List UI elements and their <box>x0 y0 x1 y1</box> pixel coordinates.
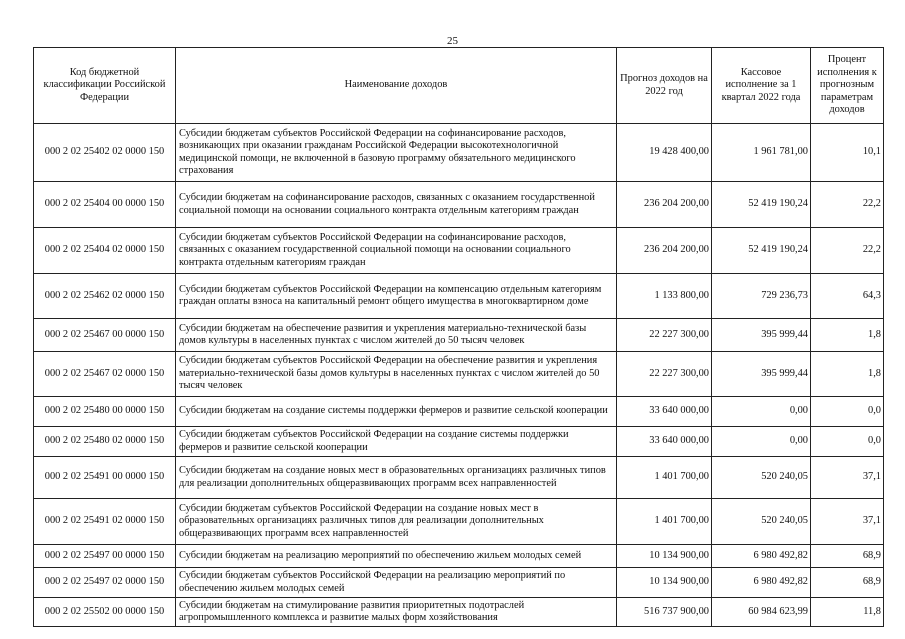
page-number: 25 <box>447 35 458 47</box>
cell-executed: 729 236,73 <box>712 274 811 319</box>
cell-forecast: 33 640 000,00 <box>617 397 712 427</box>
cell-executed: 60 984 623,99 <box>712 598 811 627</box>
table-body <box>34 124 884 627</box>
cell-executed: 52 419 190,24 <box>712 228 811 274</box>
cell-executed: 6 980 492,82 <box>712 545 811 568</box>
cell-forecast: 236 204 200,00 <box>617 182 712 228</box>
cell-percent: 64,3 <box>811 274 884 319</box>
revenue-table <box>33 47 884 627</box>
cell-executed: 0,00 <box>712 427 811 457</box>
cell-forecast: 10 134 900,00 <box>617 545 712 568</box>
cell-code: 000 2 02 25467 00 0000 150 <box>34 319 176 352</box>
cell-percent: 11,8 <box>811 598 884 627</box>
cell-percent: 1,8 <box>811 352 884 397</box>
table-row <box>34 457 884 499</box>
cell-name: Субсидии бюджетам субъектов Российской Федерации на компенсацию отдельным категориям граждан оплаты взноса на капитальный ремонт общего имущества в многоквартирном доме <box>176 274 617 319</box>
cell-forecast: 22 227 300,00 <box>617 319 712 352</box>
cell-percent: 10,1 <box>811 124 884 182</box>
header-name: Наименование доходов <box>176 48 617 124</box>
cell-code: 000 2 02 25480 02 0000 150 <box>34 427 176 457</box>
cell-executed: 395 999,44 <box>712 319 811 352</box>
cell-name: Субсидии бюджетам субъектов Российской Федерации на обеспечение развития и укрепления материально-технической базы домов культуры в населенных пунктах с числом жителей до 50 тысяч человек <box>176 352 617 397</box>
cell-code: 000 2 02 25404 02 0000 150 <box>34 228 176 274</box>
cell-percent: 22,2 <box>811 228 884 274</box>
header-executed: Кассовое исполнение за 1 квартал 2022 года <box>712 48 811 124</box>
cell-name: Субсидии бюджетам субъектов Российской Федерации на создание системы поддержки фермеров и развитие сельской кооперации <box>176 427 617 457</box>
cell-forecast: 1 133 800,00 <box>617 274 712 319</box>
cell-name: Субсидии бюджетам на софинансирование расходов, связанных с оказанием государственной социальной помощи на основании социального контракта отдельным категориям граждан <box>176 182 617 228</box>
table-row <box>34 598 884 627</box>
cell-name: Субсидии бюджетам на создание новых мест в образовательных организациях различных типов для реализации дополнительных общеразвивающих программ всех направленностей <box>176 457 617 499</box>
cell-name: Субсидии бюджетам на реализацию мероприятий по обеспечению жильем молодых семей <box>176 545 617 568</box>
cell-percent: 37,1 <box>811 457 884 499</box>
cell-forecast: 1 401 700,00 <box>617 499 712 545</box>
cell-forecast: 33 640 000,00 <box>617 427 712 457</box>
cell-name: Субсидии бюджетам на стимулирование развития приоритетных подотраслей агропромышленного комплекса и развитие малых форм хозяйствования <box>176 598 617 627</box>
cell-executed: 6 980 492,82 <box>712 568 811 598</box>
cell-executed: 395 999,44 <box>712 352 811 397</box>
cell-code: 000 2 02 25467 02 0000 150 <box>34 352 176 397</box>
table-row <box>34 352 884 397</box>
cell-code: 000 2 02 25480 00 0000 150 <box>34 397 176 427</box>
cell-code: 000 2 02 25462 02 0000 150 <box>34 274 176 319</box>
cell-executed: 520 240,05 <box>712 499 811 545</box>
cell-name: Субсидии бюджетам субъектов Российской Федерации на реализацию мероприятий по обеспечению жильем молодых семей <box>176 568 617 598</box>
header-code: Код бюджетной классификации Российской Федерации <box>34 48 176 124</box>
cell-percent: 68,9 <box>811 568 884 598</box>
cell-name: Субсидии бюджетам субъектов Российской Федерации на софинансирование расходов, возникающих при оказании гражданам Российской Федерации высокотехнологичной медицинской помощи, не включенной в базовую программу обязательного медицинского страхования <box>176 124 617 182</box>
cell-percent: 1,8 <box>811 319 884 352</box>
cell-executed: 520 240,05 <box>712 457 811 499</box>
cell-code: 000 2 02 25497 02 0000 150 <box>34 568 176 598</box>
table-row <box>34 568 884 598</box>
cell-code: 000 2 02 25404 00 0000 150 <box>34 182 176 228</box>
table-row <box>34 499 884 545</box>
header-percent: Процент исполнения к прогнозным параметрам доходов <box>811 48 884 124</box>
table-row <box>34 274 884 319</box>
cell-percent: 68,9 <box>811 545 884 568</box>
table-row <box>34 182 884 228</box>
cell-executed: 0,00 <box>712 397 811 427</box>
table-header-row <box>34 48 884 124</box>
cell-executed: 1 961 781,00 <box>712 124 811 182</box>
table-row <box>34 228 884 274</box>
cell-code: 000 2 02 25402 02 0000 150 <box>34 124 176 182</box>
cell-percent: 37,1 <box>811 499 884 545</box>
table-row <box>34 427 884 457</box>
cell-percent: 0,0 <box>811 397 884 427</box>
cell-percent: 0,0 <box>811 427 884 457</box>
header-forecast: Прогноз доходов на 2022 год <box>617 48 712 124</box>
cell-executed: 52 419 190,24 <box>712 182 811 228</box>
table-row <box>34 397 884 427</box>
cell-code: 000 2 02 25491 02 0000 150 <box>34 499 176 545</box>
cell-forecast: 10 134 900,00 <box>617 568 712 598</box>
cell-name: Субсидии бюджетам на обеспечение развития и укрепления материально-технической базы домов культуры в населенных пунктах с числом жителей до 50 тысяч человек <box>176 319 617 352</box>
cell-forecast: 1 401 700,00 <box>617 457 712 499</box>
cell-code: 000 2 02 25497 00 0000 150 <box>34 545 176 568</box>
cell-code: 000 2 02 25491 00 0000 150 <box>34 457 176 499</box>
cell-forecast: 19 428 400,00 <box>617 124 712 182</box>
cell-name: Субсидии бюджетам на создание системы поддержки фермеров и развитие сельской кооперации <box>176 397 617 427</box>
cell-forecast: 516 737 900,00 <box>617 598 712 627</box>
cell-name: Субсидии бюджетам субъектов Российской Федерации на создание новых мест в образовательных организациях различных типов для реализации дополнительных общеразвивающих программ всех направленностей <box>176 499 617 545</box>
cell-code: 000 2 02 25502 00 0000 150 <box>34 598 176 627</box>
cell-forecast: 22 227 300,00 <box>617 352 712 397</box>
cell-name: Субсидии бюджетам субъектов Российской Федерации на софинансирование расходов, связанных с оказанием государственной социальной помощи на основании социального контракта отдельным категориям граждан <box>176 228 617 274</box>
cell-forecast: 236 204 200,00 <box>617 228 712 274</box>
table-row <box>34 124 884 182</box>
table-row <box>34 545 884 568</box>
cell-percent: 22,2 <box>811 182 884 228</box>
table-row <box>34 319 884 352</box>
